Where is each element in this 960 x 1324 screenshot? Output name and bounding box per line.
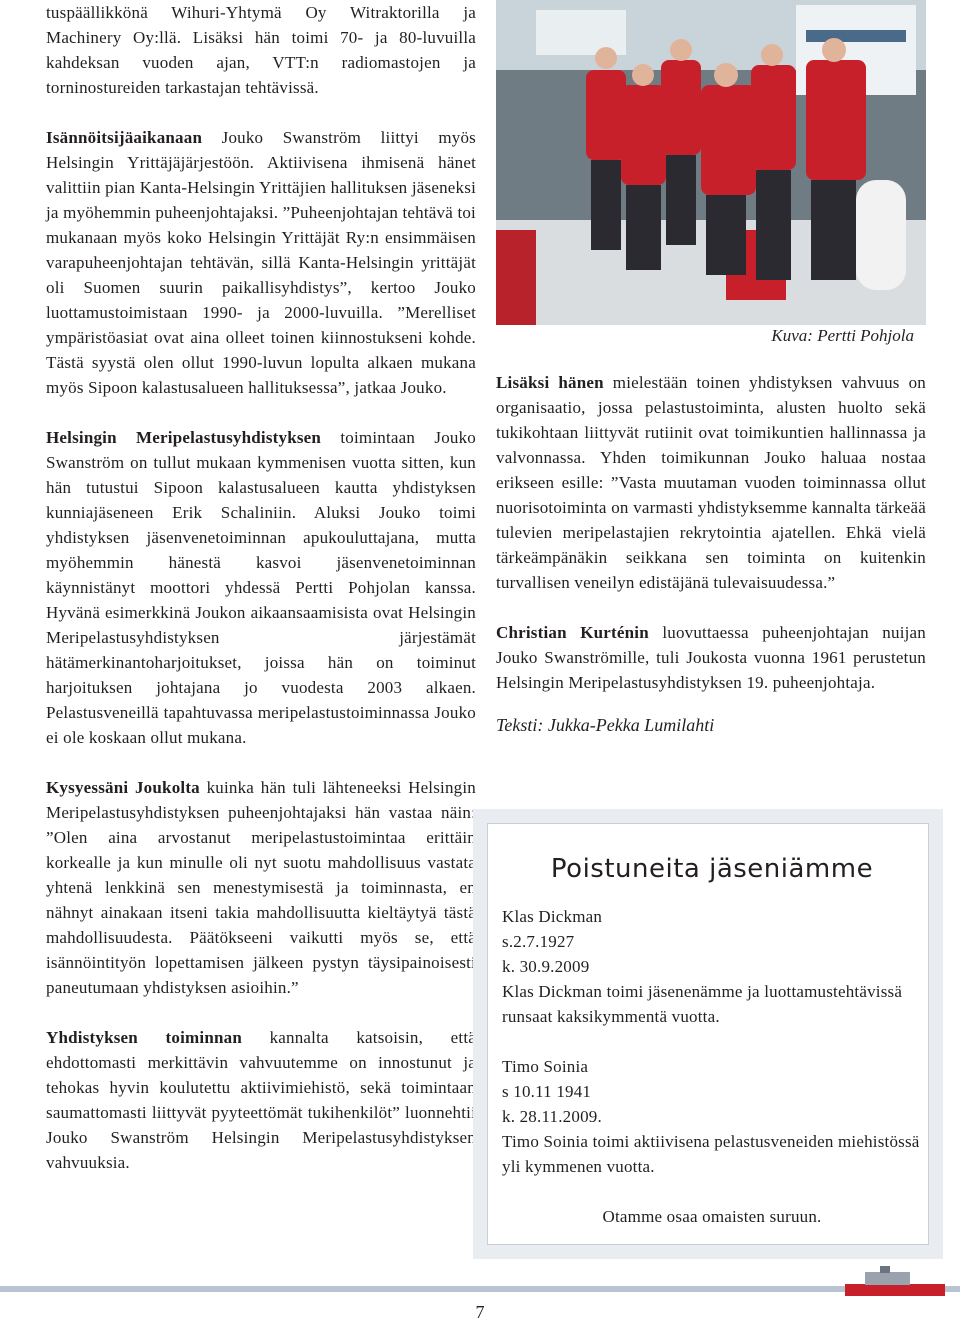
- footer-divider: [0, 1286, 960, 1292]
- paragraph-4-text: kannalta katsoisin, että ehdottomasti merkittävin vahvuutemme on innostunut ja tehokas hyvin koulutettu aktiivimiehistö, sekä toimintaan saumattomasti liittyvät pyyteettömät tukihenkilöt” luonnehtii Jouko Swanström Helsingin Meripelastusyhdistyksen vahvuuksia.: [46, 1028, 476, 1172]
- obituary-1-born: s.2.7.1927: [502, 932, 575, 951]
- paragraph-1: [46, 125, 476, 400]
- paragraph-3: [46, 775, 476, 1000]
- obituary-2-died: k. 28.11.2009.: [502, 1107, 602, 1126]
- paragraph-1-text: Jouko Swanström liittyi myös Helsingin Yrittäjäjärjestöön. Aktiivisena ihmisenä hänet valittiin pian Kanta-Helsingin Yrittäjien hallituksen jäseneksi ja myöhemmin puheenjohtajaksi. ”Puheenjohtajan tehtävä toi mukanaan myös koko Helsingin Yrittäjät Ry:n ensimmäisen varapuheenjohtajan tehtävän, sillä Kanta-Helsingin yrittäjät oli Suomen suurin paikallisyhdistys”, kertoo Jouko luottamustoimistaan 1990- ja 2000-luvuilla. ”Merelliset ympäristöasiat ovat aina olleet toinen kiinnostukseni kohde. Tästä syystä olen ollut 1990-luvun lopulta alkaen mukana myös Sipoon kalastusalueen hallituksessa”, jatkaa Jouko.: [46, 128, 476, 397]
- right-column: [496, 370, 926, 736]
- right-paragraph-2-lead: Christian Kurténin: [496, 623, 649, 642]
- right-paragraph-1-lead: Lisäksi hänen: [496, 373, 604, 392]
- obituary-2-born: s 10.11 1941: [502, 1082, 592, 1101]
- paragraph-4-lead: Yhdistyksen toiminnan: [46, 1028, 242, 1047]
- paragraph-1-lead: Isännöitsijäaikanaan: [46, 128, 203, 147]
- paragraph-4: [46, 1025, 476, 1175]
- rescue-crew-photo: [496, 0, 926, 325]
- right-paragraph-2: [496, 620, 926, 695]
- intro-paragraph: tuspäällikkönä Wihuri-Yhtymä Oy Witraktorilla ja Machinery Oy:llä. Lisäksi hän toimi 70- ja 80-luvuilla kahdeksan vuoden ajan, VTT:n radiomastojen ja torninostureiden tarkastajan tehtävissä.: [46, 3, 476, 97]
- byline: Teksti: Jukka-Pekka Lumilahti: [496, 715, 715, 735]
- obituary-1-text: Klas Dickman toimi jäsenenämme ja luottamustehtävissä runsaat kaksikymmentä vuotta.: [502, 982, 903, 1026]
- condolence-text: Otamme osaa omaisten suruun.: [602, 1207, 822, 1226]
- obituary-box: [487, 823, 929, 1245]
- obituary-1-name: Klas Dickman: [502, 907, 603, 926]
- right-paragraph-1: [496, 370, 926, 595]
- paragraph-3-text: kuinka hän tuli lähteneeksi Helsingin Meripelastusyhdistyksen puheenjohtajaksi hän vastaa näin: ”Olen aina arvostanut meripelastustoimintaa erittäin korkealle ja kun minulle oli nyt suotu mahdollisuus vastata yhtenä lenkkinä sen menestymisestä ja toiminnasta, en nähnyt ainakaan itseni takia mahdollisuutta kieltäytyä tästä mahdollisuudesta. Päätökseeni vaikutti myös se, että isännöintityön lopettamisen jälkeen pystyn täysipainoisesti paneutumaan yhdistyksen asioihin.”: [46, 778, 476, 997]
- paragraph-2: [46, 425, 476, 750]
- obituary-title: Poistuneita jäseniämme: [550, 854, 874, 884]
- paragraph-2-lead: Helsingin Meripelastusyhdistyksen: [46, 428, 322, 447]
- obituary-1-died: k. 30.9.2009: [502, 957, 590, 976]
- photo-caption: Kuva: Pertti Pohjola: [771, 326, 914, 345]
- rescue-boat-icon: [840, 1266, 950, 1302]
- left-column: [46, 0, 476, 1175]
- obituary-2-name: Timo Soinia: [502, 1057, 589, 1076]
- obituary-2-text: Timo Soinia toimi aktiivisena pelastusveneiden miehistössä yli kymmenen vuotta.: [502, 1132, 920, 1176]
- paragraph-3-lead: Kysyessäni Joukolta: [46, 778, 200, 797]
- rescue-crew-illustration: [496, 0, 926, 325]
- right-paragraph-2-text: luovuttaessa puheenjohtajan nuijan Jouko Swanströmille, tuli Joukosta vuonna 1961 perustetun Helsingin Meripelastusyhdistyksen 19. puheenjohtaja.: [496, 623, 926, 692]
- page-number: 7: [475, 1302, 485, 1322]
- right-paragraph-1-text: mielestään toinen yhdistyksen vahvuus on organisaatio, jossa pelastustoiminta, alusten huolto sekä tukikohtaan liittyvät rutiinit ovat toimikuntien hallinnassa ja valvonnassa. Yhden toimikunnan Jouko haluaa nostaa erikseen esille: ”Vasta muutaman vuoden toiminnassa ollut nuorisotoiminta on varmasti yhdistyksemme kannalta tärkeää tulevien meripelastajien rekrytointia ajatellen. Ehkä vielä tärkeämpänäkin seikkana sen toiminta on kuitenkin turvallisen veneilyn edistäjänä tulevaisuudessa.”: [496, 373, 926, 592]
- paragraph-2-text: toimintaan Jouko Swanström on tullut mukaan kymmenisen vuotta sitten, kun hän tutustui Sipoon kalastusalueen kautta yhdistyksen kunniajäseneen Erik Schaliniin. Aluksi Jouko toimi yhdistyksen jäsenvenetoiminnan apukouluttajana, mutta myöhemmin hänestä kasvoi jäsenvenetoiminnan käynnistänyt moottori yhdessä Pertti Pohjolan kanssa. Hyvänä esimerkkinä Joukon aikaansaamisista ovat Helsingin Meripelastusyhdistyksen järjestämät hätämerkinantoharjoitukset, joissa hän on toiminut harjoituksen johtajana jo vuodesta 2003 alkaen. Pelastusveneillä tapahtuvassa meripelastustoiminnassa Jouko ei ole koskaan ollut mukana.: [46, 428, 476, 747]
